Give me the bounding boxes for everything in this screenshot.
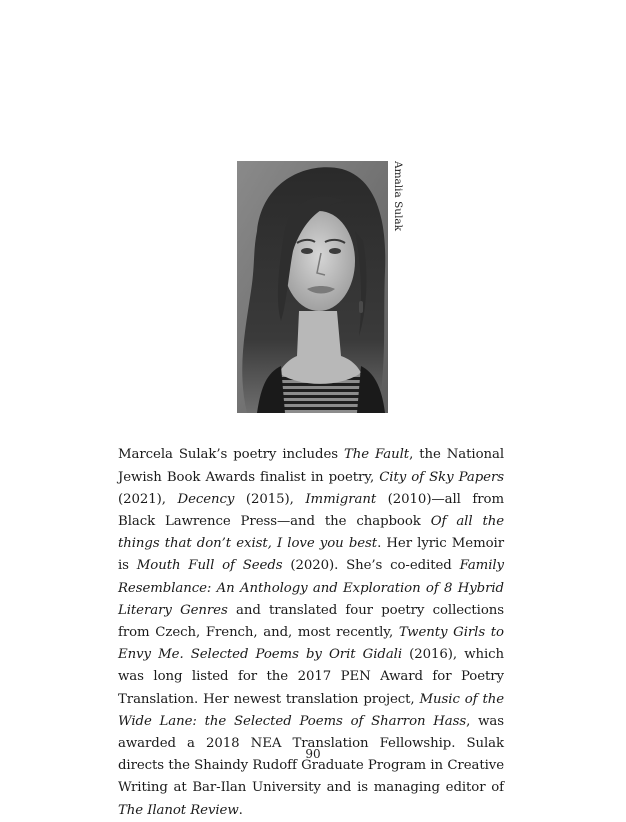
bio-text: . Her lyric Memoir is: [118, 536, 505, 574]
bio-title-italic: Music of the Wide Lane: the Selected Poems of Sharron Hass: [118, 691, 504, 729]
bio-title-italic: The Ilanot Review: [118, 802, 239, 818]
bio-text: .: [238, 802, 243, 818]
bio-title-italic: Of all the things that don’t exist, I love you best: [118, 513, 504, 552]
bio-title-italic: Family Resemblance: An Anthology and Exploration of 8 Hybrid Literary Genres: [118, 558, 504, 618]
bio-text: , was awarded a 2018 NEA Translation Fellowship. Sulak directs the Shaindy Rudoff Graduate Program in Creative Writing at Bar-Ilan University and is managing editor of: [118, 713, 505, 796]
bio-title-italic: Mouth Full of Seeds: [136, 558, 283, 574]
bio-text: and translated four poetry collections from Czech, French, and, most recently,: [118, 602, 505, 640]
bio-title-italic: Twenty Girls to Envy Me. Selected Poems by Orit Gidali: [118, 624, 504, 663]
bio-text: , the National Jewish Book Awards finalist in poetry,: [118, 447, 504, 485]
page-number: 90: [305, 747, 321, 761]
author-bio: [118, 444, 504, 821]
author-portrait-image: [237, 161, 388, 413]
bio-text: (2010)—all from Black Lawrence Press—and the chapbook: [118, 491, 504, 529]
bio-title-italic: City of Sky Papers: [379, 469, 504, 485]
bio-text: (2021),: [118, 491, 178, 507]
bio-title-italic: The Fault: [343, 447, 410, 463]
bio-text: (2020). She’s co-edited: [282, 558, 460, 574]
bio-title-italic: Immigrant: [305, 491, 377, 507]
bio-title-italic: Decency: [177, 491, 235, 507]
bio-text: (2016), which was long listed for the 2017 PEN Award for Poetry Translation. Her newest translation project,: [118, 647, 504, 707]
bio-text: (2015),: [234, 491, 306, 507]
bio-text: Marcela Sulak’s poetry includes: [118, 447, 344, 463]
photo-credit: Amalia Sulak: [392, 161, 404, 232]
author-photo: [237, 161, 388, 413]
